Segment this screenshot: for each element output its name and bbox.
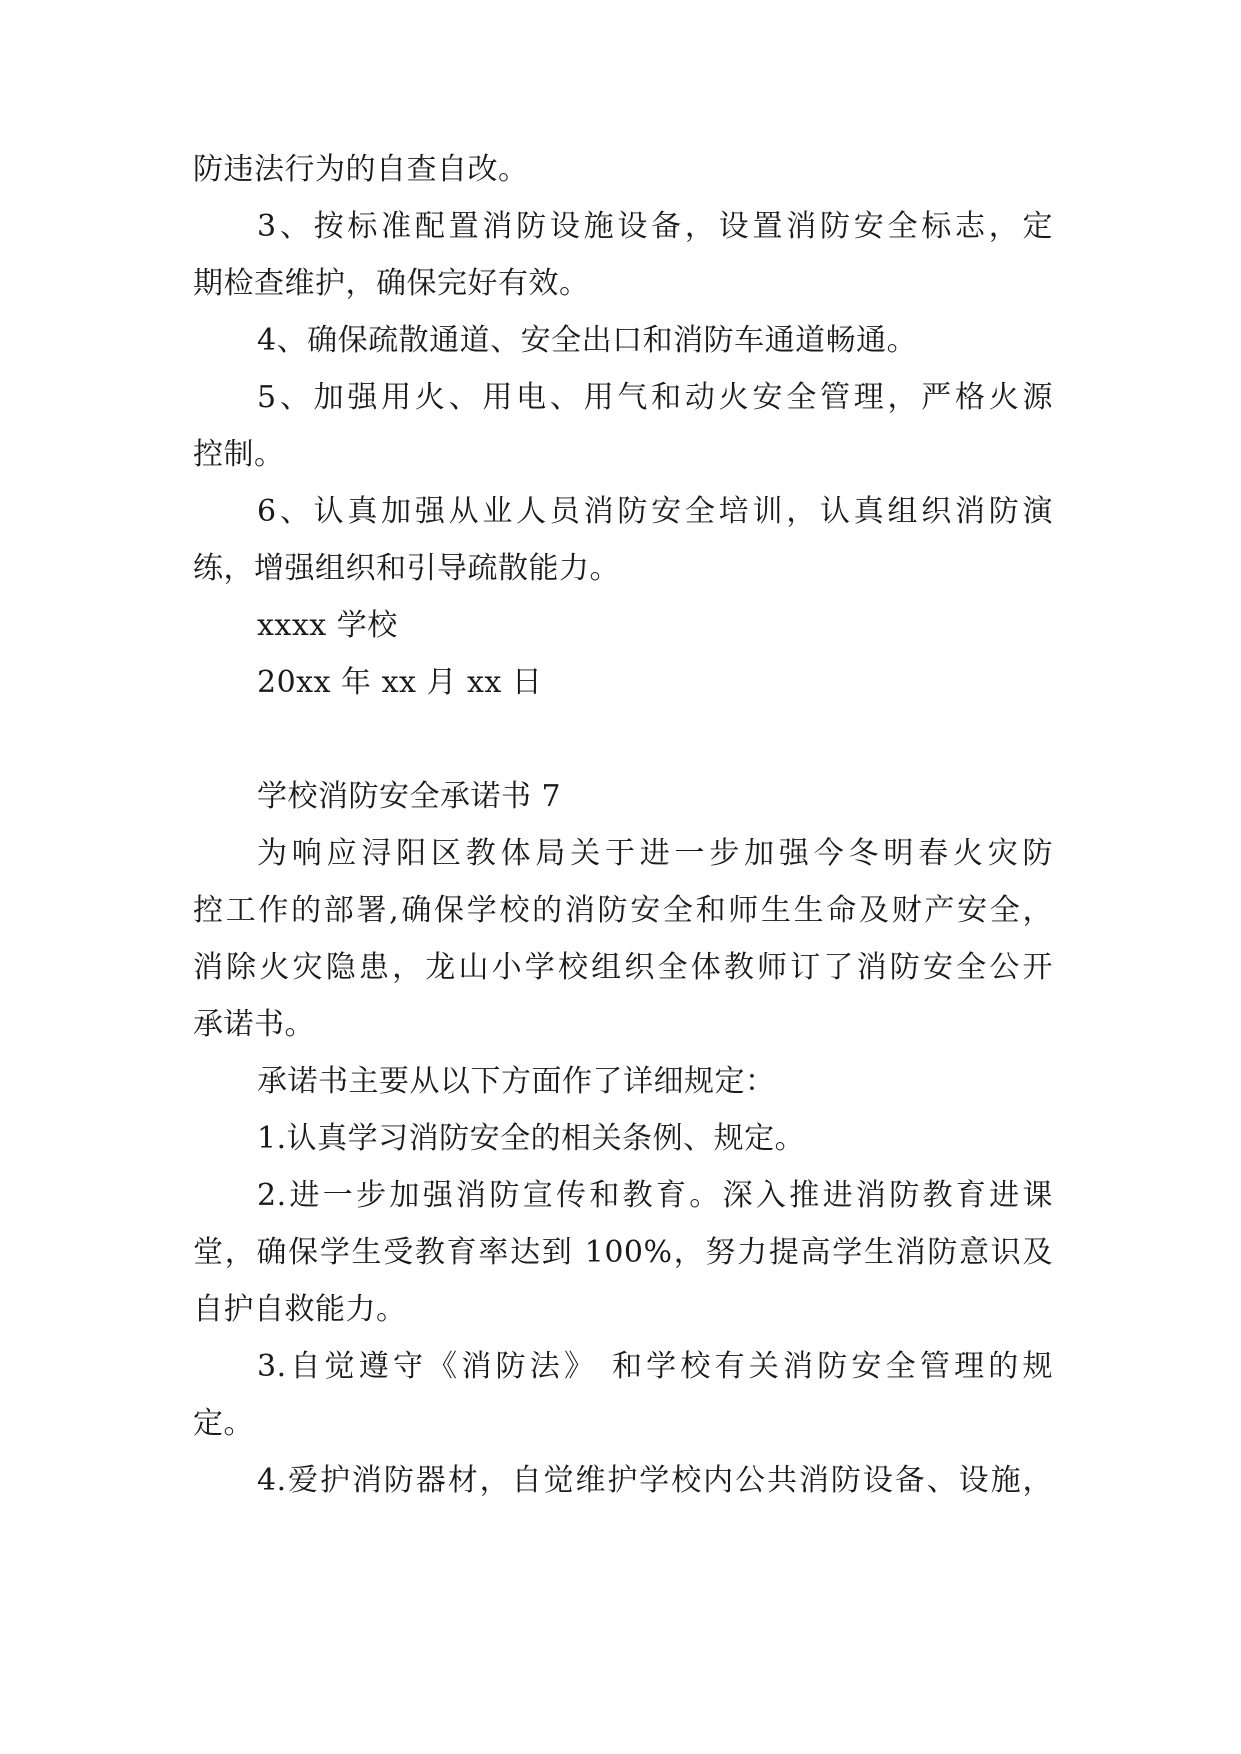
text-line: 4.爱护消防器材，自觉维护学校内公共消防设备、设施，	[257, 1463, 1053, 1498]
text-line: 3、按标准配置消防设施设备，设置消防安全标志，定	[257, 209, 1053, 244]
signature-date: 20xx 年 xx 月 xx 日	[257, 665, 543, 700]
text-line: 承诺书。	[193, 1007, 315, 1042]
text-line: 为响应浔阳区教体局关于进一步加强今冬明春火灾防	[257, 836, 1053, 871]
signature-school: xxxx 学校	[257, 608, 398, 643]
text-line: 防违法行为的自查自改。	[193, 152, 529, 187]
text-line: 4、确保疏散通道、安全出口和消防车通道畅通。	[257, 323, 918, 358]
text-line: 练，增强组织和引导疏散能力。	[193, 551, 620, 586]
text-line: 控工作的部署,确保学校的消防安全和师生生命及财产安全，	[193, 893, 1053, 928]
text-line: 5、加强用火、用电、用气和动火安全管理，严格火源	[257, 380, 1053, 415]
text-line: 堂，确保学生受教育率达到 100%，努力提高学生消防意识及	[193, 1235, 1053, 1270]
text-line: 自护自救能力。	[193, 1292, 407, 1327]
text-line: 1.认真学习消防安全的相关条例、规定。	[257, 1121, 806, 1156]
text-line: 期检查维护，确保完好有效。	[193, 266, 590, 301]
text-line: 定。	[193, 1406, 254, 1441]
text-line: 6、认真加强从业人员消防安全培训，认真组织消防演	[257, 494, 1053, 529]
text-line: 控制。	[193, 437, 285, 472]
text-line: 承诺书主要从以下方面作了详细规定：	[257, 1064, 776, 1099]
text-line: 3.自觉遵守《消防法》 和学校有关消防安全管理的规	[257, 1349, 1053, 1384]
section-title: 学校消防安全承诺书 7	[257, 779, 562, 814]
text-line: 消除火灾隐患，龙山小学校组织全体教师订了消防安全公开	[193, 950, 1053, 985]
text-line: 2.进一步加强消防宣传和教育。深入推进消防教育进课	[257, 1178, 1053, 1213]
